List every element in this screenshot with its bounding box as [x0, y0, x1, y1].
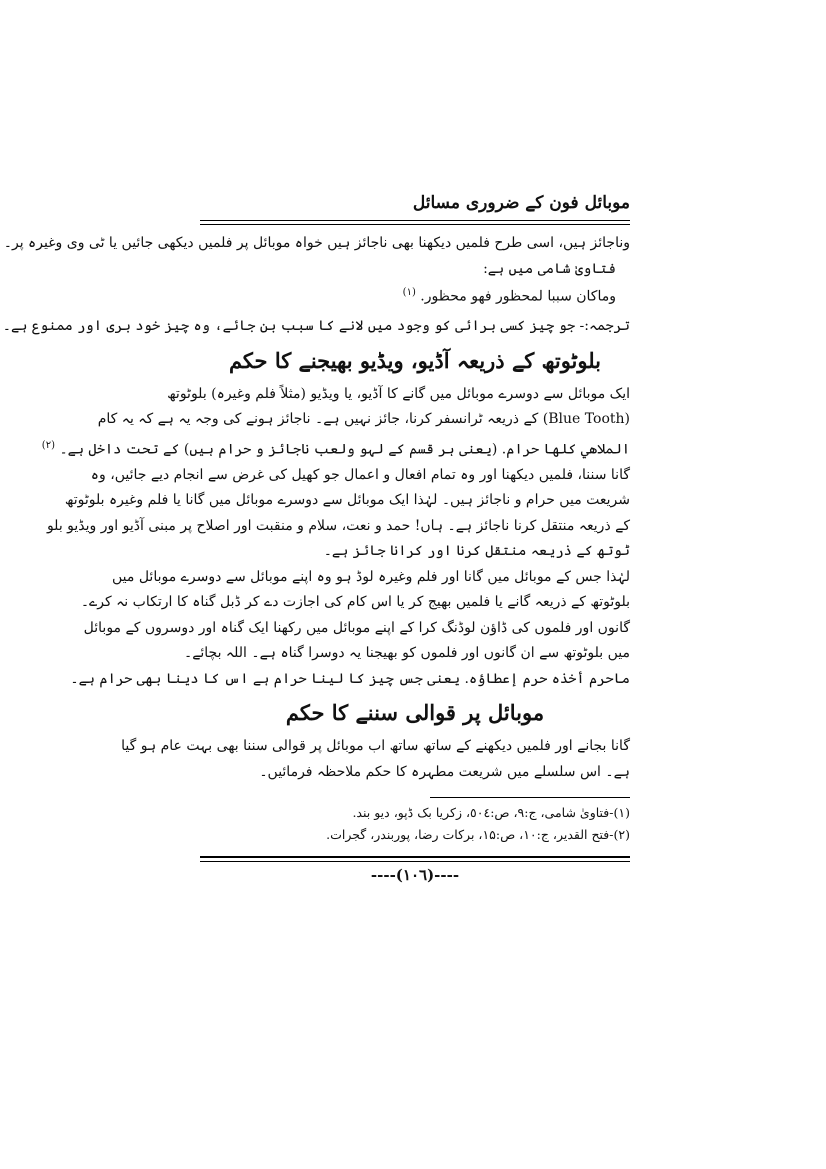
- running-header: موبائل فون کے ضروری مسائل: [200, 190, 630, 221]
- footnote-ref: (۲): [41, 439, 55, 451]
- translation-line: ترجمہ:- جو چیز کسی برائی کو وجود میں لانے کا سبب بن جائے، وہ چیز خود بری اور ممنوع ہے۔: [2, 318, 630, 335]
- header-rule: [200, 224, 630, 225]
- text-line: شریعت میں حرام و ناجائز ہیں۔ لہٰذا ایک موبائل سے دوسرے موبائل میں گانا یا فلم وغیرہ بلوٹوتھ: [64, 492, 630, 509]
- text-line: گانا بجانے اور فلمیں دیکھنے کے ساتھ ساتھ اب موبائل پر قوالی سننا بھی بہت عام ہو گیا: [121, 738, 630, 755]
- text-line: میں بلوٹوتھ سے ان گانوں اور فلموں کو بھیجنا یہ دوسرا گناہ ہے۔ اللہ بچائے۔: [183, 645, 630, 662]
- footnote-ref: (۱): [402, 286, 416, 298]
- section-3: [121, 734, 630, 785]
- bottom-rule: [200, 856, 630, 858]
- text-line: گانا سننا، فلمیں دیکھنا اور وہ تمام افعال و اعمال جو کھیل کی غرض سے انجام دیے جائیں، وہ: [90, 466, 630, 483]
- section-heading: موبائل پر قوالی سننے کا حکم: [285, 700, 545, 726]
- arabic-quote: وماكان سببا لمحظور فهو محظور. $^{(۱)}$: [402, 286, 616, 305]
- text-line: ماحرم أخذه حرم إعطاؤه. یعنی جس چیز کا لینا حرام ہے اس کا دینا بھی حرام ہے۔: [70, 670, 630, 687]
- page-number: ----(١٠٦)----: [370, 866, 460, 885]
- text-line: الملاهي كلها حرام. (یعنی ہر قسم کے لہو ولعب ناجائز و حرام ہیں) کے تحت داخل ہے۔ $^{(۲)}$: [41, 439, 630, 458]
- footnote: (۱)-فتاویٰ شامی، ج:۹، ص:٥٠٤، زکریا بک ڈپو، دیو بند.: [352, 805, 630, 821]
- footnote: (۲)-فتح القدیر، ج:۱۰، ص:۱۵، برکات رضا، پوربندر، گجرات.: [326, 827, 630, 843]
- text-line: ہے۔ اس سلسلے میں شریعت مطہرہ کا حکم ملاحظہ فرمائیں۔: [259, 763, 630, 780]
- text-line: فتاویٰ شامی میں ہے:: [483, 260, 616, 277]
- page: [2, 190, 630, 885]
- text-line: وناجائز ہیں، اسی طرح فلمیں دیکھنا بھی ناجائز ہیں خواہ موبائل پر فلمیں دیکھی جائیں یا ٹی وی وغیرہ پر۔: [3, 235, 630, 251]
- text-line: ایک موبائل سے دوسرے موبائل میں گانے کا آڈیو، یا ویڈیو (مثلاً فلم وغیرہ) بلوٹوتھ: [167, 385, 630, 402]
- section-1: [2, 231, 630, 340]
- bottom-rule: [200, 861, 630, 862]
- text-line: گانوں اور فلموں کی ڈاؤن لوڈنگ کرا کے اپنے موبائل میں رکھنا ایک گناہ اور دوسروں کے موبائل: [83, 619, 630, 636]
- section-heading: بلوٹوتھ کے ذریعہ آڈیو، ویڈیو بھیجنے کا حکم: [228, 347, 602, 373]
- text-line: بلوٹوتھ کے ذریعہ گانے یا فلمیں بھیج کر یا اس کام کی اجازت دے کر ڈبل گناہ کا ارتکاب نہ کرے۔: [80, 594, 630, 611]
- text-line: (Blue Tooth) کے ذریعہ ٹرانسفر کرنا، جائز نہیں ہے۔ ناجائز ہونے کی وجہ یہ ہے کہ یہ کام: [97, 411, 630, 428]
- section-2: [41, 382, 630, 693]
- text-line: لہٰذا جس کے موبائل میں گانا اور فلم وغیرہ لوڈ ہو وہ اپنے موبائل سے دوسرے موبائل میں: [112, 568, 630, 585]
- text-line: ٹوتھ کے ذریعہ منتقل کرنا اور کرانا جائز ہے۔: [323, 543, 630, 560]
- footnote-separator: [430, 797, 630, 798]
- text-line: کے ذریعہ منتقل کرنا ناجائز ہے۔ ہاں! حمد و نعت، سلام و منقبت اور اصلاح پر مبنی آڈیو اور ویڈیو بلو: [46, 517, 630, 534]
